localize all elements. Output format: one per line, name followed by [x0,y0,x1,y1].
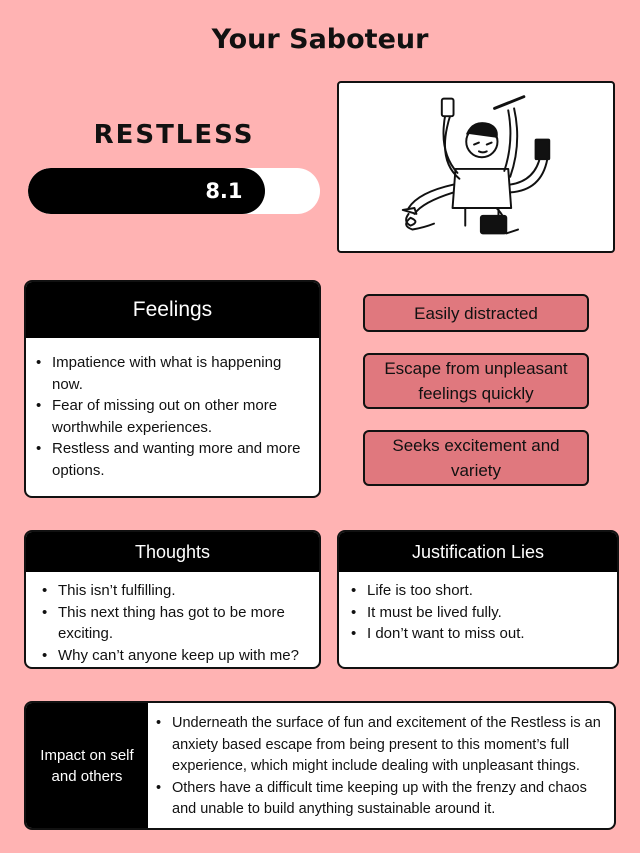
list-item: • Life is too short. [351,580,607,602]
thoughts-heading: Thoughts [26,532,319,572]
thoughts-list [26,572,319,666]
score-value: 8.1 [205,179,243,203]
score-bar-fill [28,168,265,214]
multi-armed-person-icon [339,83,613,251]
list-item: • This isn’t fulfilling. [42,580,309,602]
trait-badge: Seeks excitement and variety [363,430,589,486]
list-item: • Why can’t anyone keep up with me? [42,645,309,667]
thoughts-card [24,530,321,669]
trait-badge: Easily distracted [363,294,589,332]
impact-list [148,703,614,828]
page-title: Your Saboteur [211,24,429,55]
trait-badge: Escape from unpleasant feelings quickly [363,353,589,409]
list-item: • Fear of missing out on other more worthwhile experiences. [36,395,309,438]
list-item: • It must be lived fully. [351,602,607,624]
list-item: • Impatience with what is happening now. [36,352,309,395]
justification-lies-heading: Justification Lies [339,532,617,572]
list-item: • Others have a difficult time keeping up with the frenzy and chaos and unable to build anything sustainable around it. [156,778,606,821]
score-bar [28,168,320,214]
list-item: • Restless and wanting more and more options. [36,438,309,481]
feelings-list [26,338,319,481]
list-item: • Underneath the surface of fun and excitement of the Restless is an anxiety based escape from being present to this moment’s full experience, which might include dealing with unpleasant things. [156,713,606,778]
justification-lies-list [339,572,617,645]
feelings-heading: Feelings [26,282,319,338]
impact-heading: Impact on self and others [26,703,148,828]
feelings-card [24,280,321,498]
saboteur-name: RESTLESS [93,120,255,150]
impact-card [24,701,616,830]
list-item: • This next thing has got to be more exciting. [42,602,309,645]
justification-lies-card [337,530,619,669]
illustration-frame [337,81,615,253]
list-item: • I don’t want to miss out. [351,623,607,645]
